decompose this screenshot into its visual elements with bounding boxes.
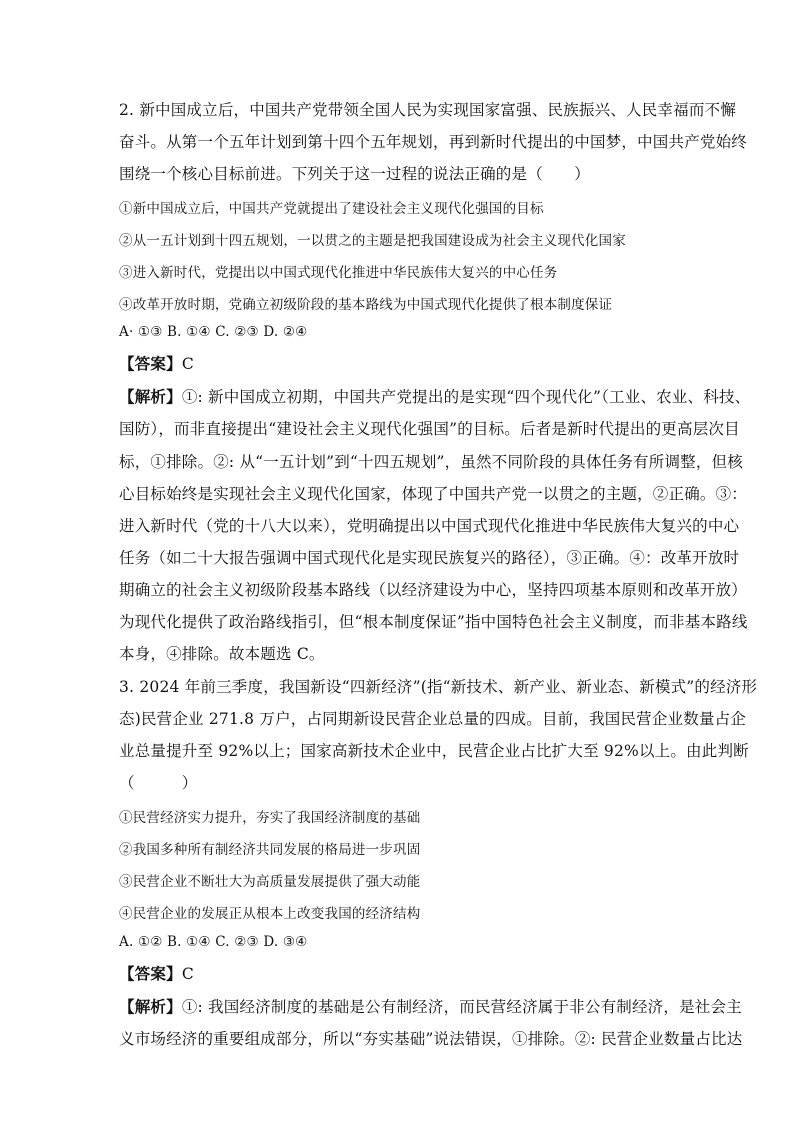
q2-stem-line-1: 2. 新中国成立后，中国共产党带领全国人民为实现国家富强、民族振兴、人民幸福而不懈	[119, 101, 736, 119]
q3-option-4: ④民营企业的发展正从根本上改变我国的经济结构	[119, 906, 421, 922]
q3-option-1: ①民营经济实力提升，夯实了我国经济制度的基础	[119, 810, 421, 826]
q3-stem-line-4: （ ）	[119, 774, 198, 792]
q2-analysis-line-7: 期确立的社会主义初级阶段基本路线（以经济建设为中心，坚持四项基本原则和改革开放）	[119, 581, 748, 599]
q2-analysis-line-3: 标，①排除。②: 从“一五计划”到“十四五规划”，虽然不同阶段的具体任务有所调整，但核	[119, 453, 743, 471]
q3-stem-line-2: 态)民营企业 271.8 万户，占同期新设民营企业总量的四成。目前，我国民营企业数量占企	[119, 710, 747, 728]
q3-option-3: ③民营企业不断壮大为高质量发展提供了强大动能	[119, 874, 421, 890]
q2-answer	[119, 352, 679, 374]
q2-option-2: ②从一五计划到十四五规划，一以贯之的主题是把我国建设成为社会主义现代化国家	[119, 233, 626, 249]
q2-analysis-line-1	[119, 385, 751, 407]
answer-value: C	[181, 355, 194, 373]
q2-analysis-line-9: 本身，④排除。故本题选 C。	[119, 645, 325, 663]
q3-choices: A. ①② B. ①④ C. ②③ D. ③④	[119, 934, 308, 950]
q2-analysis-line-2: 国防），而非直接提出“建设社会主义现代化强国”的目标。后者是新时代提出的更高层次目	[119, 420, 740, 438]
analysis-text: ①: 我国经济制度的基础是公有制经济，而民营经济属于非公有制经济，是社会主	[181, 998, 742, 1016]
analysis-label: 【解析】	[119, 387, 182, 406]
q2-analysis-line-6: 任务（如二十大报告强调中国式现代化是实现民族复兴的路径），③正确。④：改革开放时	[119, 549, 740, 567]
analysis-text: ①: 新中国成立初期，中国共产党提出的是实现“四个现代化”（工业、农业、科技、	[181, 388, 751, 406]
q3-stem-line-1: 3. 2024 年前三季度，我国新设“四新经济”(指“新技术、新产业、新业态、新模式”的经济形	[119, 678, 758, 696]
answer-label: 【答案】	[119, 964, 182, 983]
q2-stem-line-2: 奋斗。从第一个五年计划到第十四个五年规划，再到新时代提出的中国梦，中国共产党始终	[119, 133, 748, 151]
analysis-label: 【解析】	[119, 997, 182, 1016]
answer-label: 【答案】	[119, 354, 182, 373]
q3-answer	[119, 962, 679, 984]
q3-analysis-line-2: 义市场经济的重要组成部分，所以“夯实基础”说法错误，①排除。②: 民营企业数量占比达	[119, 1030, 743, 1048]
q3-analysis-line-1	[119, 995, 742, 1017]
q2-option-1: ①新中国成立后，中国共产党就提出了建设社会主义现代化强国的目标	[119, 201, 544, 217]
answer-value: C	[181, 965, 194, 983]
q2-stem-line-3: 围绕一个核心目标前进。下列关于这一过程的说法正确的是（ ）	[119, 165, 591, 183]
q2-analysis-line-5: 进入新时代（党的十八大以来），党明确提出以中国式现代化推进中华民族伟大复兴的中心	[119, 517, 740, 535]
q2-option-4: ④改革开放时期，党确立初级阶段的基本路线为中国式现代化提供了根本制度保证	[119, 297, 613, 313]
q2-analysis-line-4: 心目标始终是实现社会主义现代化国家，体现了中国共产党一以贯之的主题，②正确。③：	[119, 485, 748, 503]
q2-option-3: ③进入新时代，党提出以中国式现代化推进中华民族伟大复兴的中心任务	[119, 265, 558, 281]
q3-stem-line-3: 业总量提升至 92%以上；国家高新技术企业中，民营企业占比扩大至 92%以上。由此判断	[119, 742, 749, 760]
q2-analysis-line-8: 为现代化提供了政治路线指引，但“根本制度保证”指中国特色社会主义制度，而非基本路线	[119, 613, 748, 631]
q3-option-2: ②我国多种所有制经济共同发展的格局进一步巩固	[119, 842, 421, 858]
q2-choices: A· ①③ B. ①④ C. ②③ D. ②④	[119, 324, 308, 340]
